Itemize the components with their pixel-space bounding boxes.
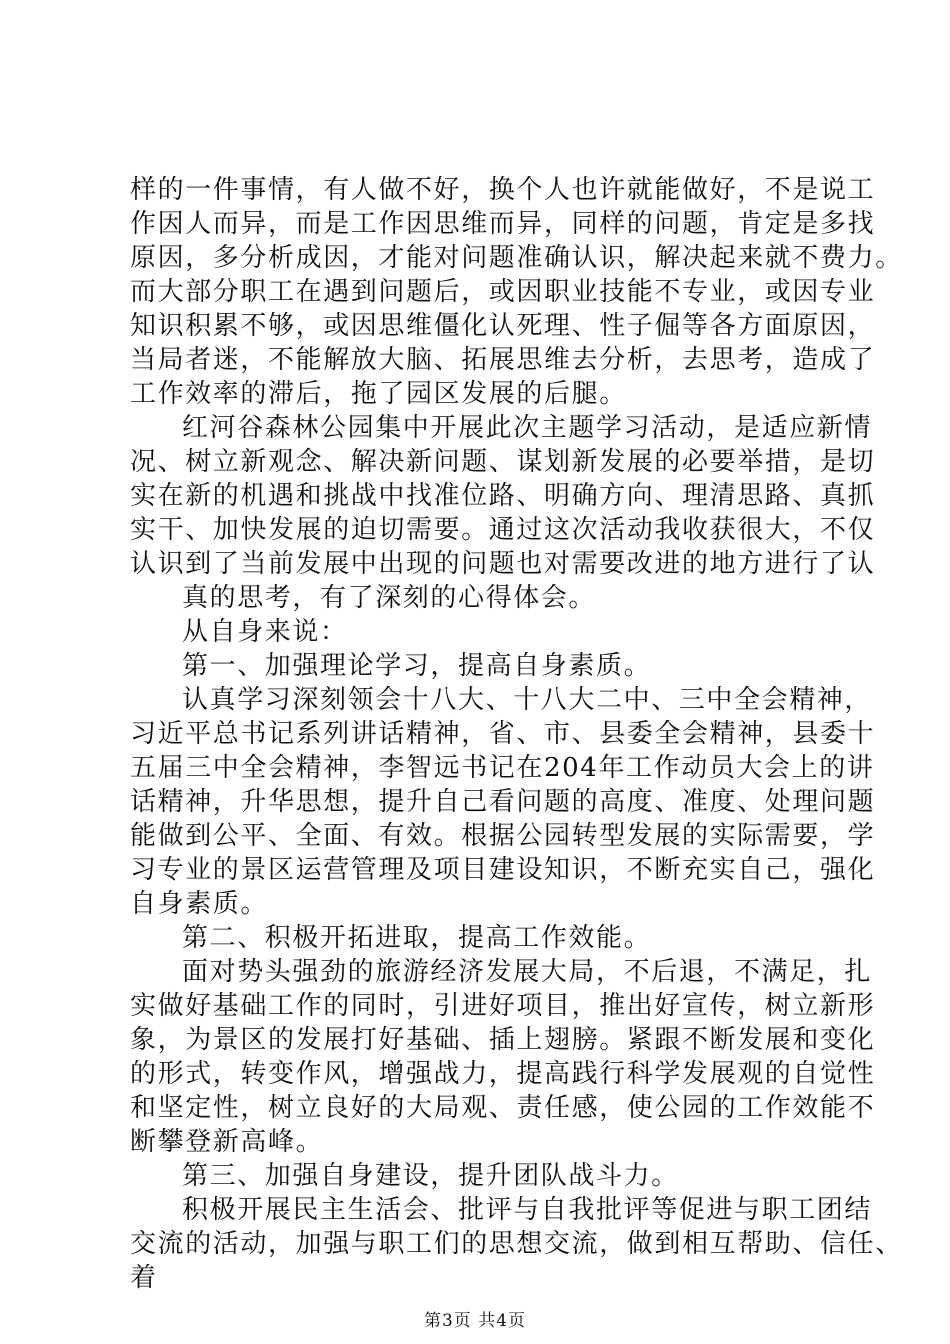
body-line: 作因人而异，而是工作因思维而异，同样的问题，肯定是多找 [130, 209, 876, 239]
body-line: 习近平总书记系列讲话精神，省、市、县委全会精神，县委十 [130, 719, 876, 749]
body-line: 工作效率的滞后，拖了园区发展的后腿。 [130, 379, 627, 409]
body-line: 话精神，升华思想，提升自己看问题的高度、准度、处理问题 [130, 787, 876, 817]
body-line: 原因，多分析成因，才能对问题准确认识，解决起来就不费力。 [130, 243, 903, 273]
body-line: 象，为景区的发展打好基础、插上翅膀。紧跟不断发展和变化 [130, 1025, 876, 1055]
body-line: 自身素质。 [130, 889, 269, 919]
body-line: 实做好基础工作的同时，引进好项目，推出好宣传，树立新形 [130, 991, 876, 1021]
body-line: 的形式，转变作风，增强战力，提高践行科学发展观的自觉性 [130, 1059, 876, 1089]
body-line: 知识积累不够，或因思维僵化认死理、性子倔等各方面原因， [130, 311, 876, 341]
body-line: 着 [130, 1263, 158, 1293]
section-heading: 第一、加强理论学习，提高自身素质。 [182, 651, 652, 681]
body-line: 认真学习深刻领会十八大、十八大二中、三中全会精神， [182, 685, 873, 715]
body-line: 红河谷森林公园集中开展此次主题学习活动，是适应新情 [182, 413, 873, 443]
body-line: 交流的活动，加强与职工们的思想交流，做到相互帮助、信任、 [130, 1229, 903, 1259]
body-line: 而大部分职工在遇到问题后，或因职业技能不专业，或因专业 [130, 277, 876, 307]
body-line: 积极开展民主生活会、批评与自我批评等促进与职工团结 [182, 1195, 873, 1225]
body-line: 真的思考，有了深刻的心得体会。 [182, 583, 597, 613]
body-line: 从自身来说： [182, 617, 348, 647]
body-line: 和坚定性，树立良好的大局观、责任感，使公园的工作效能不 [130, 1093, 876, 1123]
body-line: 能做到公平、全面、有效。根据公园转型发展的实际需要，学 [130, 821, 876, 851]
body-line: 实干、加快发展的迫切需要。通过这次活动我收获很大，不仅 [130, 515, 876, 545]
body-line: 样的一件事情，有人做不好，换个人也许就能做好，不是说工 [130, 175, 876, 205]
body-line: 断攀登新高峰。 [130, 1127, 324, 1157]
body-line: 习专业的景区运营管理及项目建设知识，不断充实自己，强化 [130, 855, 876, 885]
section-heading: 第二、积极开拓进取，提高工作效能。 [182, 923, 652, 953]
body-line: 当局者迷，不能解放大脑、拓展思维去分析，去思考，造成了 [130, 345, 876, 375]
page-number-footer: 第3页 共4页 [423, 1311, 527, 1331]
body-line: 认识到了当前发展中出现的问题也对需要改进的地方进行了认 [130, 549, 876, 579]
body-line: 面对势头强劲的旅游经济发展大局，不后退，不满足，扎 [182, 957, 873, 987]
body-line: 况、树立新观念、解决新问题、谋划新发展的必要举措，是切 [130, 447, 876, 477]
section-heading: 第三、加强自身建设，提升团队战斗力。 [182, 1161, 679, 1191]
body-line: 实在新的机遇和挑战中找准位路、明确方向、理清思路、真抓 [130, 481, 876, 511]
body-line: 五届三中全会精神，李智远书记在204年工作动员大会上的讲 [130, 753, 875, 783]
